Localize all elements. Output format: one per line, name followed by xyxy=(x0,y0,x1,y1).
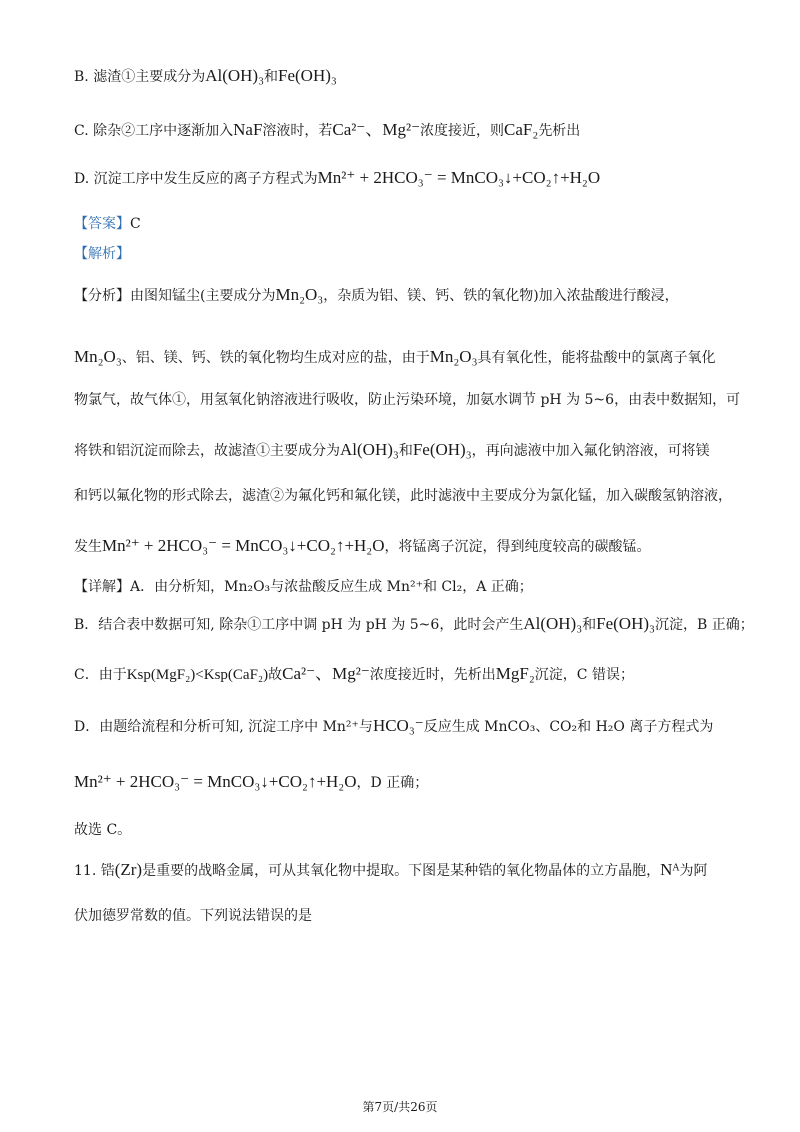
option-d: D. 沉淀工序中发生反应的离子方程式为Mn²⁺ + 2HCO₃⁻ = MnCO₃↓+CO₂↑+H₂O xyxy=(74,168,601,187)
detail-choose: 故选 C。 xyxy=(74,822,132,838)
option-c: C. 除杂②工序中逐渐加入NaF溶液时，若Ca²⁻、Mg²⁻浓度接近，则CaF₂先析出 xyxy=(74,120,581,139)
analysis-line-1: 【分析】由图知锰尘(主要成分为Mn₂O₃，杂质为铝、镁、钙、铁的氧化物)加入浓盐酸进行酸浸， xyxy=(74,285,679,304)
question-11-line-1: 11. 锆(Zr)是重要的战略金属，可从其氧化物中提取。下图是某种锆的氧化物晶体的立方晶胞，Nᴬ为阿 xyxy=(74,860,708,879)
detail-a: 【详解】A．由分析知，Mn₂O₃与浓盐酸反应生成 Mn²⁺和 Cl₂，A 正确； xyxy=(74,579,533,595)
detail-b: B．结合表中数据可知, 除杂①工序中调 pH 为 pH 为 5~6，此时会产生Al(OH)₃和Fe(OH)₃沉淀，B 正确； xyxy=(74,614,754,633)
detail-c: C．由于Ksp(MgF₂)<Ksp(CaF₂)故Ca²⁻、Mg²⁻浓度接近时，先析出MgF₂沉淀，C 错误； xyxy=(74,664,634,683)
answer-tag: 【答案】 xyxy=(74,216,130,232)
analysis-line-5: 和钙以氟化物的形式除去，滤渣②为氟化钙和氟化镁，此时滤液中主要成分为氯化锰，加入碳酸氢钠溶液， xyxy=(74,488,732,504)
analysis-line-3: 物氯气，故气体①，用氢氧化钠溶液进行吸收，防止污染环境，加氨水调节 pH 为 5~6，由表中数据知，可 xyxy=(74,392,741,408)
question-11-line-2: 伏加德罗常数的值。下列说法错误的是 xyxy=(74,908,312,924)
page-footer: 第7页/共26页 xyxy=(362,1100,438,1114)
answer-line: 【答案】C xyxy=(74,216,141,232)
analysis-line-2: Mn₂O₃、铝、镁、钙、铁的氧化物均生成对应的盐，由于Mn₂O₃具有氧化性，能将盐酸中的氯离子氧化 xyxy=(74,347,716,366)
analysis-line-4: 将铁和铝沉淀而除去，故滤渣①主要成分为Al(OH)₃和Fe(OH)₃，再向滤液中加入氟化钠溶液，可将镁 xyxy=(74,440,710,459)
analysis-tag: 【解析】 xyxy=(74,246,130,262)
detail-d: D．由题给流程和分析可知, 沉淀工序中 Mn²⁺与HCO₃⁻反应生成 MnCO₃、CO₂和 H₂O 离子方程式为 xyxy=(74,716,714,735)
option-b: B. 滤渣①主要成分为Al(OH)₃和Fe(OH)₃ xyxy=(74,66,337,85)
detail-d-equation: Mn²⁺ + 2HCO₃⁻ = MnCO₃↓+CO₂↑+H₂O，D 正确； xyxy=(74,772,429,791)
analysis-line-6: 发生Mn²⁺ + 2HCO₃⁻ = MnCO₃↓+CO₂↑+H₂O，将锰离子沉淀，得到纯度较高的碳酸锰。 xyxy=(74,536,651,555)
